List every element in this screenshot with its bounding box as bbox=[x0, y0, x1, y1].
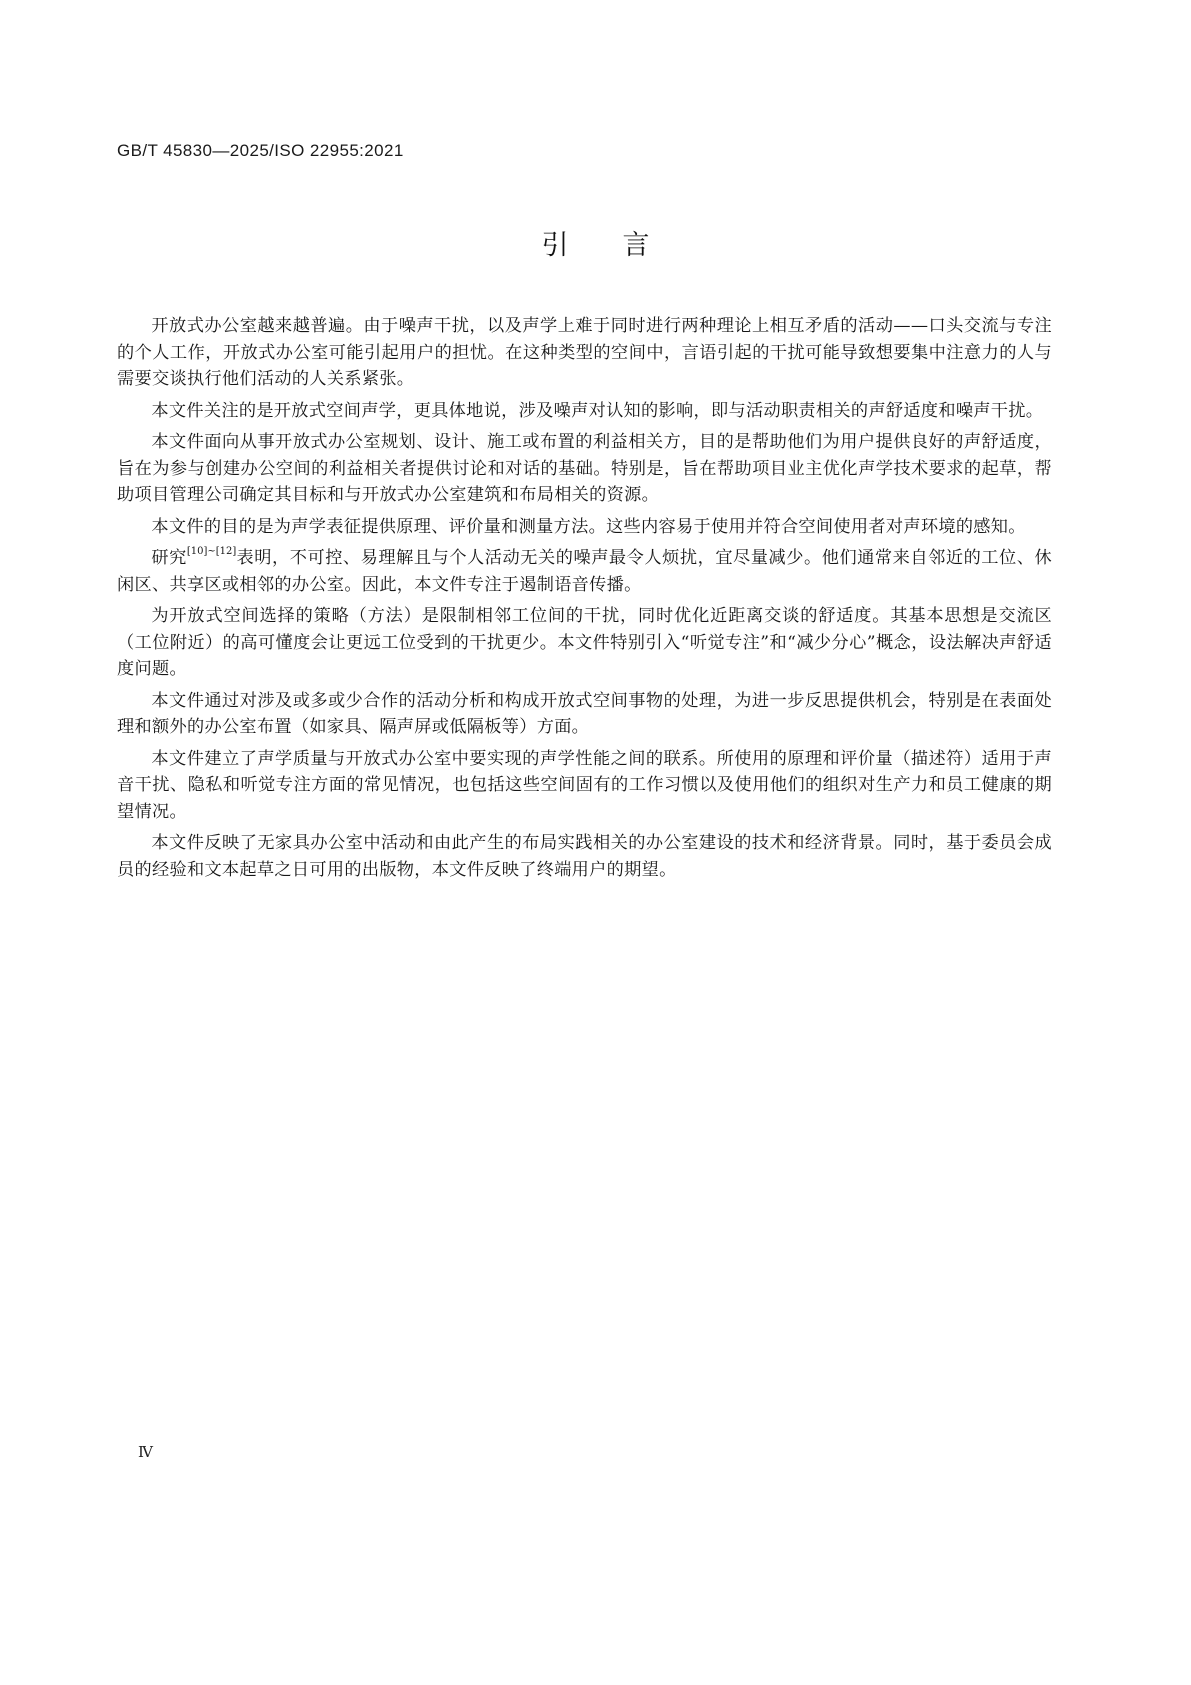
paragraph-open-office-concerns: 开放式办公室越来越普遍。由于噪声干扰，以及声学上难于同时进行两种理论上相互矛盾的活动——口头交流与专注的个人工作，开放式办公室可能引起用户的担忧。在这种类型的空间中，言语引起的干扰可能导致想要集中注意力的人与需要交谈执行他们活动的人关系紧张。 bbox=[117, 316, 1052, 389]
research-text: 表明，不可控、易理解且与个人活动无关的噪声最令人烦扰，宜尽量减少。他们通常来自邻近的工位、休闲区、共享区或相邻的办公室。因此，本文件专注于遏制语音传播。 bbox=[117, 548, 1052, 595]
standard-code-header: GB/T 45830—2025/ISO 22955:2021 bbox=[117, 141, 404, 160]
paragraph-strategy: 为开放式空间选择的策略（方法）是限制相邻工位间的干扰，同时优化近距离交谈的舒适度。其基本思想是交流区（工位附近）的高可懂度会让更远工位受到的干扰更少。本文件特别引入“听觉专注”和“减少分心”概念，设法解决声舒适度问题。 bbox=[117, 606, 1052, 679]
citation-reference: [10]~[12] bbox=[186, 546, 237, 557]
paragraph-scope-focus: 本文件关注的是开放式空间声学，更具体地说，涉及噪声对认知的影响，即与活动职责相关的声舒适度和噪声干扰。 bbox=[151, 400, 1044, 421]
page-title: 引言 bbox=[541, 230, 704, 261]
paragraph-purpose: 本文件的目的是为声学表征提供原理、评价量和测量方法。这些内容易于使用并符合空间使用者对声环境的感知。 bbox=[151, 516, 1026, 537]
document-body bbox=[117, 313, 1052, 888]
research-prefix: 研究 bbox=[151, 548, 187, 568]
paragraph-context-expectations: 本文件反映了无家具办公室中活动和由此产生的布局实践相关的办公室建设的技术和经济背景。同时，基于委员会成员的经验和文本起草之日可用的出版物，本文件反映了终端用户的期望。 bbox=[117, 833, 1052, 880]
paragraph-quality-performance-link: 本文件建立了声学质量与开放式办公室中要实现的声学性能之间的联系。所使用的原理和评价量（描述符）适用于声音干扰、隐私和听觉专注方面的常见情况，也包括这些空间固有的工作习惯以及使用他们的组织对生产力和员工健康的期望情况。 bbox=[117, 748, 1052, 822]
paragraph-reflection-opportunity: 本文件通过对涉及或多或少合作的活动分析和构成开放式空间事物的处理，为进一步反思提供机会，特别是在表面处理和额外的办公室布置（如家具、隔声屏或低隔板等）方面。 bbox=[117, 690, 1052, 737]
page-number: Ⅳ bbox=[138, 1445, 153, 1461]
paragraph-target-audience: 本文件面向从事开放式办公室规划、设计、施工或布置的利益相关方，目的是帮助他们为用户提供良好的声舒适度，旨在为参与创建办公空间的利益相关者提供讨论和对话的基础。特别是，旨在帮助项目业主优化声学技术要求的起草，帮助项目管理公司确定其目标和与开放式办公室建筑和布局相关的资源。 bbox=[117, 432, 1052, 505]
paragraph-research-findings bbox=[117, 545, 1052, 598]
